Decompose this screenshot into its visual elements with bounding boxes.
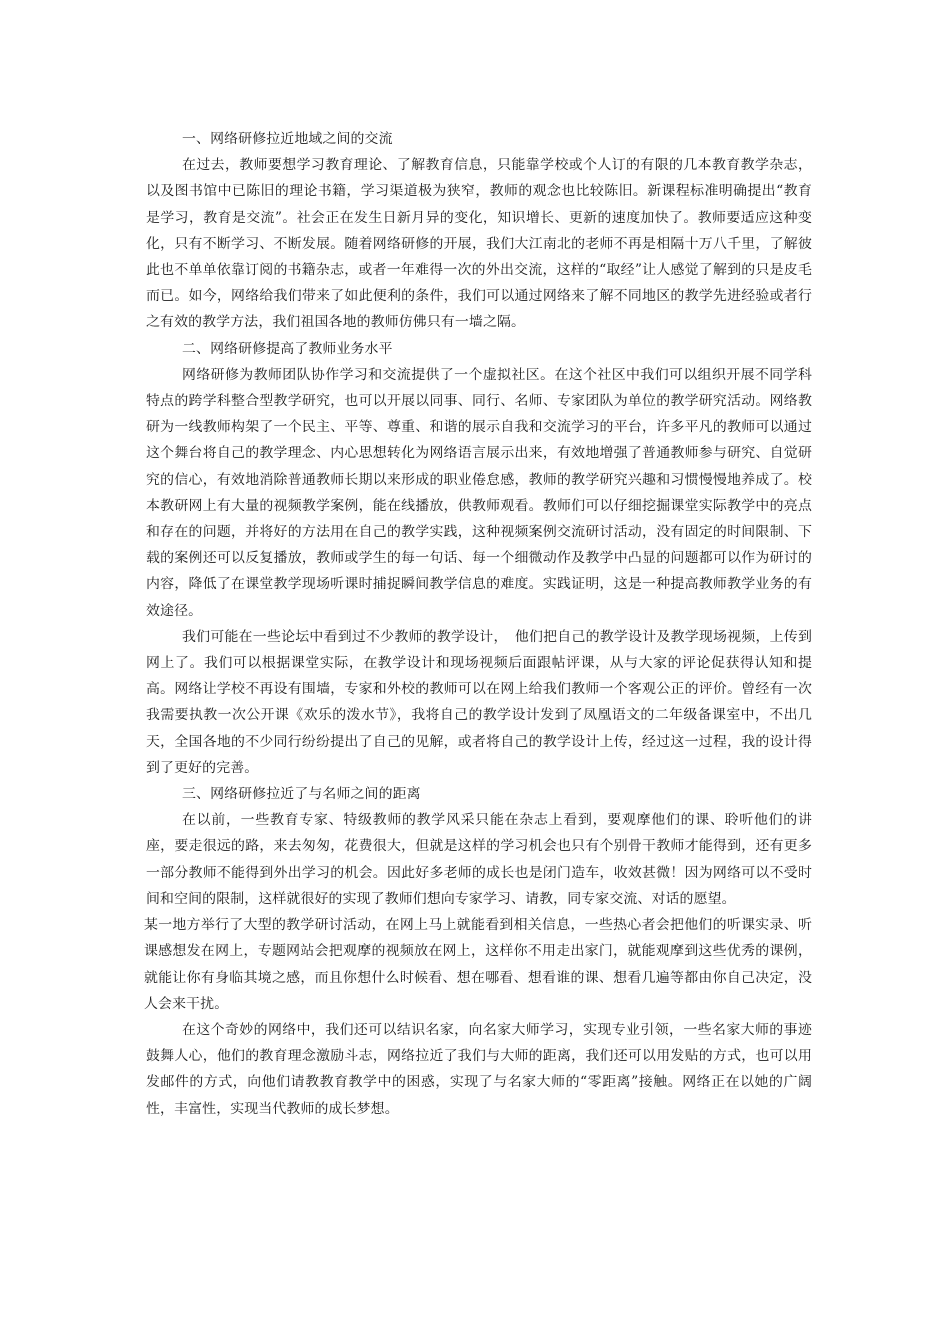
section-2-paragraph-1: 网络研修为教师团队协作学习和交流提供了一个虚拟社区。在这个社区中我们可以组织开展不同学科特点的跨学科整合型教学研究，也可以开展以同事、同行、名师、专家团队为单位的教学研究活动。网络教研为一线教师构架了一个民主、平等、尊重、和谐的展示自我和交流学习的平台，许多平凡的教师可以通过这个舞台将自己的教学理念、内心思想转化为网络语言展示出来，有效地增强了普通教师参与研究、自觉研究的信心，有效地消除普通教师长期以来形成的职业倦怠感，教师的教学研究兴趣和习惯慢慢地养成了。校本教研网上有大量的视频教学案例，能在线播放，供教师观看。教师们可以仔细挖掘课堂实际教学中的亮点和存在的问题，并将好的方法用在自己的教学实践，这种视频案例交流研讨活动，没有固定的时间限制、下载的案例还可以反复播放，教师或学生的每一句话、每一个细微动作及教学中凸显的问题都可以作为研讨的内容，降低了在课堂教学现场听课时捕捉瞬间教学信息的难度。实践证明，这是一种提高教师教学业务的有效途径。 [146, 366, 812, 619]
section-2-paragraph-2: 我们可能在一些论坛中看到过不少教师的教学设计， 他们把自己的教学设计及教学现场视频，上传到网上了。我们可以根据课堂实际，在教学设计和现场视频后面跟帖评课，从与大家的评论促获得认知和提高。网络让学校不再设有围墙，专家和外校的教师可以在网上给我们教师一个客观公正的评价。曾经有一次我需要执教一次公开课《欢乐的泼水节》，我将自己的教学设计发到了凤凰语文的二年级备课室中，不出几天，全国各地的不少同行纷纷提出了自己的见解，或者将自己的教学设计上传，经过这一过程，我的设计得到了更好的完善。 [146, 628, 812, 776]
section-2-heading: 二、网络研修提高了教师业务水平 [182, 340, 393, 357]
section-3-paragraph-2: 某一地方举行了大型的教学研讨活动，在网上马上就能看到相关信息，一些热心者会把他们的听课实录、听课感想发在网上，专题网站会把观摩的视频放在网上，这样你不用走出家门，就能观摩到这些优秀的课例，就能让你有身临其境之感，而且你想什么时候看、想在哪看、想看谁的课、想看几遍等都由你自己决定，没人会来干扰。 [144, 917, 812, 1012]
section-3-heading: 三、网络研修拉近了与名师之间的距离 [182, 786, 421, 803]
section-1-heading: 一、网络研修拉近地域之间的交流 [182, 131, 393, 147]
document-body [146, 126, 812, 1122]
section-1-paragraph-1: 在过去，教师要想学习教育理论、了解教育信息，只能靠学校或个人订的有限的几本教育教学杂志，以及图书馆中已陈旧的理论书籍，学习渠道极为狭窄，教师的观念也比较陈旧。新课程标准明确提出“教育是学习，教育是交流”。社会正在发生日新月异的变化，知识增长、更新的速度加快了。教师要适应这种变化，只有不断学习、不断发展。随着网络研修的开展，我们大江南北的老师不再是相隔十万八千里，了解彼此也不单单依靠订阅的书籍杂志，或者一年难得一次的外出交流，这样的“取经”让人感觉了解到的只是皮毛而已。如今，网络给我们带来了如此便利的条件，我们可以通过网络来了解不同地区的教学先进经验或者行之有效的教学方法，我们祖国各地的教师仿佛只有一墙之隔。 [146, 157, 812, 331]
section-3-closing-paragraph: 在这个奇妙的网络中，我们还可以结识名家，向名家大师学习，实现专业引领，一些名家大师的事迹鼓舞人心，他们的教育理念激励斗志，网络拉近了我们与大师的距离，我们还可以用发贴的方式，也可以用发邮件的方式，向他们请教教育教学中的困惑，实现了与名家大师的“零距离”接触。网络正在以她的广阔性，丰富性，实现当代教师的成长梦想。 [146, 1021, 812, 1117]
section-3-paragraph-1: 在以前，一些教育专家、特级教师的教学风采只能在杂志上看到，要观摩他们的课、聆听他们的讲座，要走很远的路，来去匆匆，花费很大，但就是这样的学习机会也只有个别骨干教师才能得到，还有更多一部分教师不能得到外出学习的机会。因此好多老师的成长也是闭门造车，收效甚微！因为网络可以不受时间和空间的限制，这样就很好的实现了教师们想向专家学习、请教，同专家交流、对话的愿望。 [146, 812, 812, 907]
